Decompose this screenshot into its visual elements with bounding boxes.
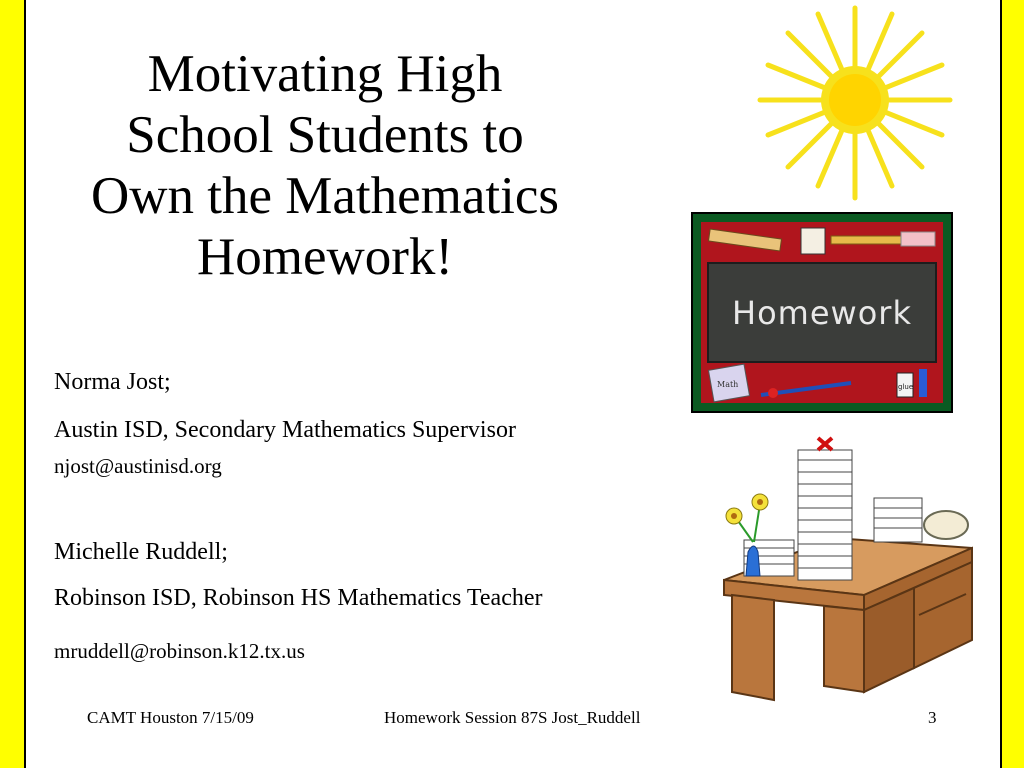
school-supplies-top-icon: [701, 226, 947, 258]
author-2-email[interactable]: mruddell@robinson.k12.tx.us: [54, 639, 305, 663]
school-supplies-bottom-icon: [701, 363, 947, 403]
homework-chalkboard-image: [691, 212, 953, 413]
right-yellow-bar: [1000, 0, 1024, 768]
author-2-name: Michelle Ruddell;: [54, 539, 228, 565]
footer-center: Homework Session 87S Jost_Ruddell: [384, 708, 641, 727]
title-line: Motivating High: [147, 45, 503, 103]
slide-title: [30, 44, 620, 288]
footer-left: CAMT Houston 7/15/09: [87, 708, 254, 727]
author-1-name: Norma Jost;: [54, 369, 171, 395]
author-1-affiliation: Austin ISD, Secondary Mathematics Supervisor: [54, 417, 516, 443]
sun-icon: [748, 0, 958, 205]
title-line: Homework!: [196, 228, 454, 286]
book-label: Math: [717, 380, 739, 389]
glue-label: glue: [898, 383, 914, 391]
title-line: Own the Mathematics: [90, 167, 560, 225]
page-number: 3: [928, 708, 937, 727]
author-2-affiliation: Robinson ISD, Robinson HS Mathematics Teacher: [54, 585, 543, 611]
author-1-email[interactable]: njost@austinisd.org: [54, 454, 222, 478]
chalkboard-text: Homework: [732, 294, 912, 332]
desk-with-papers-image: [714, 430, 976, 706]
title-line: School Students to: [126, 106, 524, 164]
left-yellow-bar: [0, 0, 26, 768]
